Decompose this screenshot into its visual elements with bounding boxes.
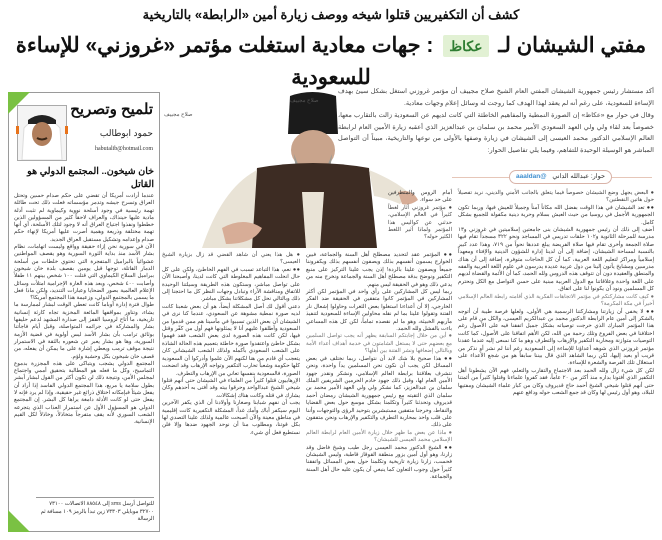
article-column-middle [306,252,452,482]
portrait-tab [16,126,19,134]
answer: ●● المؤتمر عقد لتحديد مصطلح أهل السنة والجماعة، فبين الخوارج يسمون أنفسهم بذلك ويصفون أنفسهم بذلك ويكفروننا جميعاً ويصفون علينا بالردة! إذن يجب علينا التركيز على منبع التكفير ونوضح بدقة مصطلح أهل السنة والجماعة ونخرج منه من يدعي ذلك وهو في الحقيقة ليس منهم. [306,252,452,288]
portrait-tab [65,126,68,134]
question: ● البعض يجهل وضع الشيشان خصوصاً فيما يتعلق بالجانب الأمني والديني، نريد تفصيلاً حول هاتين النقطتين؟ [458,190,654,204]
green-corner-accent [8,510,30,532]
answer: الإرهابيون قتلوا كثيراً من العلماء في الشيشان حتى أنهم قتلوا شيخي الشيخ عبدالواحد وحرقوا بيته وقد أفتى به أحدهم وكان يشارك في قتله وكانت هناك إشكالات. [162,377,300,399]
answer: دعني أقول لك أصل المشكلة أيضاً، هو أن بعض شعبنا كانت لديه صورة نمطية مشوهة عن السعودي، عندما كنا نرى في الشيشان أن بعض الذين تسببوا في مآسينا هم ممن قدموا من السعودية وأطلقوا عليهم أنا لا يمثلونها فهم أول من كفّر وقتل فيها، لكن كانت هذه الصورة لدى بعض الشعب فقد فهموا بشكل خاطئ واعتقدوا صورة خاطئة بتعميم هذه الحالة الشاذة على الشعب السعودي بأكمله ولذلك الشعب الشيشاني كان يتعجب أي قادم من هنا لكنهم الآن علموا وأدركوا أن السعودية كلها حكومة وشعباً تحارب التكفير وتواجه الإرهاب وقد اتضحت الصورة، فالسعودية بنفسها تعاني من الإرهاب والتطرف. [162,303,300,377]
question: ● هل هذا يعني أن شاهد القضي قد زال بزيارة الشيخ العيسى؟ [162,252,300,266]
column-headline: خان شيخون.. المجتمع الدولي هو القاتل [27,166,154,190]
answer: ●● تعد الشيشان في هذا الوقت بفضل الله مكاناً آمناً وجميلاً للعيش فيها، وربما تكون الجمهورية الأجمل في روسيا من حيث العيش بسلام وحرية دينية مكفولة للجميع بشكل كامل. [458,204,654,226]
answer: لكن كل شيء زال ولله الحمد بعد الاجتماع والتقارب والتعلم، فهم الآن يشطونا أهل التكفير الذي أفتونا بداره منذ أكثر من ٢٠ عاماً، فقد كفروا علماءنا وقتلوا كثيراً من أئمتنا حتى أنهم قتلوا شيخي الشيخ أحمد حاج قديروف وكان من كبار علماء الشيشان ومفتيها للبلاد، وهو أول رئيس لها وكان قد جمع الشعب حوله ودافع عنهم [458,367,654,396]
intro-paragraph: وقال في حوار مع «عكاظ» إن الصورة النمطية والمفاهيم الخاطئة التي كانت لديهم عن السعودية زالت بالتقارب معها، خصوصاً بعد لقاء ولي ولي العهد السعودي الأمير محمد بن سلمان بن عبدالعزيز الذي أعقبه زيارة الأمين العام لرابطة العالم الإسلامي الدكتور محمد العيسى إلى الشيشان في زيارة وصفها بالأولى من نوعها والتاريخية، مبيناً أن التواصل المباشر هو الوسيلة الوحيدة للتفاهم، وفيما يلي تفاصيل الحوار: [338,112,654,154]
column-paragraph: طوال فترة إدارة أوباما كانت تعطي الوقت لبشار لممارسة ما يشاء، وتناور بمواقفها المائعة المخزية تجاه كارثة إنسانية تاريخية، ما أتاح لروسيا القفز إلى صدارة المشهد لدعم حليفها بشار والمشاركة في جرائمه المتواصلة، وقبل أيام فاجأتنا بوثائق ترامب بأن بشار الأسد ليس أولوية في قضية الأزمة السورية، وها هو بشار يعبر عن شعوره بالثقة في الاستمرار نتيجة موقف ترمب ويعطي إشارة على ما يمكن أن يفعله، من قصف خان شيخون بكل وحشية ولؤم. [14,302,154,360]
answer: ●● نعم، هذا التباعد تسبب في الفهم الخاطئ، ولكن على كل حال انحلت المفاهيم المغلوطة التي كانت لدينا، وأصبحنا الآن على تواصل مباشر، وستكون هذه الطريقة وسيلتنا الوحيدة للاتفاق ومناقشة الآراء وتبادل وجهات النظر كل ما احتجنا إلى ذلك وبالتالي نحل كل مشكلاتنا بشكل مباشر. [162,266,300,303]
photo-credit: صلاح مجييف [164,112,193,118]
twitter-handle[interactable]: @aaaldan [515,173,547,180]
answer: أضف إلى ذلك أن رئيس جمهورية الشيشان بنى جامعتين إسلاميتين في غروزني و١٣ مدرسة للمرحلة الثانوية و١٠٢ حلقات تدريس في المساجد ونحو ٣٢٢ مسجداً تقام فيها صلاة الجمعة وأخرى تقام فيها صلاة الفريضة يبلغ عددها نحواً من ٧١٩، وهذا عدد كبير بالنسبة لمساحة الشيشان، إضافة إلى أن لدينا إدارة للشؤون الدينية والإفتاء ومعهداً إسلامياً ومراكز لتعليم اللغة العربية، كما أن كل الحاجات متوفرة، إضافة إلى أن هناك مدرسين ومشايخ يأتون إلينا من دول عربية عديدة يدرسون في علوم اللغة العربية والفقه والمنطق والعقيدة دون أن تتوقف هذه الدروس ولله الحمد، كما أن الأئمة والقضاة لديهم على اللغة واحدة وعلاقاتنا مع الدول العربية مبنية على حسن التواصل مع الكل ونحترم كل المسلمين ونود أن يكونوا لنا على اتفاق. [458,227,655,293]
headline-rest: : جهات معادية استغلت مؤتمر «غروزني» للإساءة للسعودية [15,34,434,89]
okaz-logo: عكاظ [443,35,488,57]
column-footer: للتواصل أرسل sms إلى ٨٨٥٤٨ الاتصالات ٧٣١٠٠ ٣٢٧٠٠ موبايلي ٧٣٣٠٣ زين تبدأ بالرمز ١٠٩ مسافة ثم الرسالة [36,497,154,524]
column-title: تلميح وتصريح [70,101,153,118]
interview-byline [509,170,612,184]
article-column-right [458,190,654,397]
author-portrait [17,105,67,161]
column-author: حمود ابوطالب [99,128,153,138]
article-column-left [162,252,300,437]
question: ● مؤتمر غروزني أثار لغطاً كثيراً في العالم الإسلامي، حدثني عن كواليس هذا المؤتمر ولماذا أثير اللغط الكثير حوله؟ [388,204,452,241]
answer: ●● الشيخ الدكتور محمد العيسى رجل طيب وشيخ فاضل وقد زارنا، وهو أول أمين يزور منطقة القوقاز قاطبة، وليس الشيشان فحسب، زارنا زيارة تاريخية وتكلمنا حول بعض المسائل واتفقنا كثيراً حول وجوب التعاون كما ينبغي أن يكون عليه حال أهل السنة والجماعة. [306,444,452,481]
author-email[interactable]: habutalib@hotmail.com [94,146,153,152]
kicker-headline: كشف أن التكفيريين قتلوا شيخه ووصف زيارة أمين «الرابطة» بالتاريخية [142,7,520,22]
author-photo [18,106,66,160]
answer: ●● لا يخفى أن زيارتنا ومشاركتنا الرسمية هي الأولى، ولعلها فرصة طيبة أن أتوجه بالشكر إلى أمين عام الرابطة الدكتور محمد بن عبدالكريم العيسى، والكل من قام على هذا المؤتمر المبارك الذي خرجت توصياته بشكل جميل اتفقنا فيه على الأصول رغم اختلافنا في بعض الفروع وتلك رحمة من الله، لكن الأهم اتفاقنا على الأصول، كما كانت التوصيات متوازنة ومحاربة التكفير والإرهاب والتطرف وهو ما كنا نسعى إليه عندما عقدنا مؤتمر غروزني الذي شوهه أعداؤنا للإساءة إلى السعودية رغم أننا لم نشر أو نذكر من قريب أو بعيد إليها، لكن ربما الشاهد الذي قال بيننا سابقاً هو من شجع الأعداء على استغلال تلك الفرصة والشعرة للإساءة. [458,308,654,367]
question: ● كيف كانت مشاركتكم في مؤتمر الاتجاهات الفكرية الذي أقامته رابطة العالم الإسلامي أخيراً في مكة المكرمة؟ [458,293,654,308]
answer: ربما ليس كل المشاركين على رأي واحد في المؤتمر لكن أكثر المشاركين في المؤتمر كانوا متفقين في الحقيقة ضد الفكر الخارجي، إلا أن أعداءنا استغلوا بعض الثغرات وحاولوا إشعال نار الفتنة وتقولوا علينا بما لم نقله محاولين الإساءة للسعودية لتنفيذ مآربهم الخبيثة، وهو ما لم نقصده تماماً، لكن كل هذه المساعي باءت بالفشل ولله الحمد. [306,289,452,333]
column-paragraph: الآن في سورية نحن إزاء حقيقة وواقع وليست اتهامات، نظام بشار الأسد منذ بداية الثورة السورية وهو يقصف المواطنين عشوائياً بالبراميل المتفجرة التي تحتوي خلطات من أسلحة الدمار القاتلة، توجها قبل يومين بقصف بلدة خان شيخون ببراميل السلاح الكيماوي التي قتلت ١٠٠ شخص بينهم ١١ طفلاً وأصابت ٤٠٠ شخص، وبعد هذه الغارة الإجرامية امتلأت وسائل الإعلام العالمية بصور الضحايا وعبارات التنديد، ولكن ماذا فعل ما يسمى بالمجتمع الدولي، وزعيمة هذا المجتمع أمريكا؟ [14,244,154,302]
interviewer-name: حوار: عبدالله الداني [552,173,605,180]
answer: يجب أن نفهم شبابنا وصغارنا وأولادنا أن الذي يكفر الآخرين اليوم سيكفر أباك وأمك غداً، المشكلة التكفيرية كانت إقليمية في مناطق معينة والآن أصبحت عالمية ولذلك علينا التصدي لها بكل قوتنا، ومطلوب منا أن نوحد الجهود ضدها وإلا فلن نستطيع فعل أي شيء. [162,400,300,436]
intro-paragraph: أكد مستشار رئيس جمهورية الشيشان المفتي العام الشيخ صلاح مجييف أن مؤتمر غروزني استغل بشكل سيئ بهدف الإساءة للسعودية، على رغم أنه لم يعقد لهذا الهدف كما روجت له وسائل إعلام وجهات معادية. [338,88,654,107]
answer: ●● هذا صحيح بلا شك لابد أن نتواصل، ربما نختلف في بعض المسائل لكن يجب أن نكون نحن المسلمين يداً واحدة، ونحن نتشرف بعلاقتنا برابطة العالم الإسلامي، ونشكر ونقدر جهود الأمين العام لها، وقبل ذلك جهود خادم الحرمين الشريفين الملك سلمان بن عبدالعزيز، كما نشكر ولي ولي العهد الأمير محمد بن سلمان الذي التقيته مع رئيس جمهورية الشيشان رمضان أحمد قديروف وتحدثنا كثيراً وتكلمنا بشكل موسع حول بعض القضايا والنقاط، وخرجنا متفقين مستبشرين بتوحيد الرؤى والتوجهات وأننا على قلب واحد بمحاربة التطرف والتكفير والإرهاب ونحن متفقون على ذلك. [306,355,452,429]
column-paragraph: المجتمع الدولي يشجب ويتباكى على هذه المجزرة بدموع التماسيح، وكل ما فعله هو المطالبة بتحقيق أممي واجتماع لمجلس الأمن، ونتيجة ذلك لن تكون أكثر من القول لبشار أبشر بطول سلامة يا مربع، هذا المجتمع الدولي الفاسد إذا أراد أن يفعل شيئاً فبإمكانه اختلاق ذرائع غير حقيقية، وإذا لم يرد فإنه لا يفعل حتى لو كانت الأدلة دامغة يراها كل البشر. إن المجتمع الدولي هو المسؤول الأول عن استمرار العذاب الذي يتجرعه الشعب السوري لأنه يقف متفرجاً متخاذلاً، وخاذلاً لكل القيم الإنسانية. [14,360,154,426]
question: ● أين من خلال إجابتكم السابقة يظهر أنه يجب تواصل السلمين مع بعضهم حتى لا يستغل الشامتون في خدمة أهداف أعداء الأمة وبالتالي إضعافها ونشر الفتنة بين أهلها؟ [306,333,452,355]
column-body [14,193,154,427]
opinion-column [8,92,160,532]
column-paragraph: عندما أرادت أمريكا أن تقضي على حكم صدام حسين وتحتل العراق وتسرح جيشه وتدمر مؤسساته فعلت ذلك تحت طائلة تهمة رئيسية في وجود أسلحة نووية وكيماوية لم تثبت أدلة مادية عليها حينذاك، والعراف لاحقاً كثير من المسؤولين الذين خططوا ونفذوا اجتياح العراق أنه لا وجود لتلك الأسلحة، أي أنها تهمة مختلقة وذريعة وهمية أصرت عليها أمريكا لإنهاء حكم صدام وإعدامه وتشكيل مستقبل العراق الجديد. [14,193,154,243]
article-column-middle-upper [388,190,452,242]
photo-credit-alt: صلاح مجييف [290,98,319,104]
main-headline [4,30,658,94]
question: ● ماذا عن بعض ما ظهر خلال زيارة الأمين العام لرابطة العالم الإسلامي محمد العيسى للشيشان؟ [306,429,452,444]
headline-prefix: مفتي الشيشان لـ [498,34,647,57]
answer: أمام الروس والمتطرفين على حد سواء. [388,190,452,204]
